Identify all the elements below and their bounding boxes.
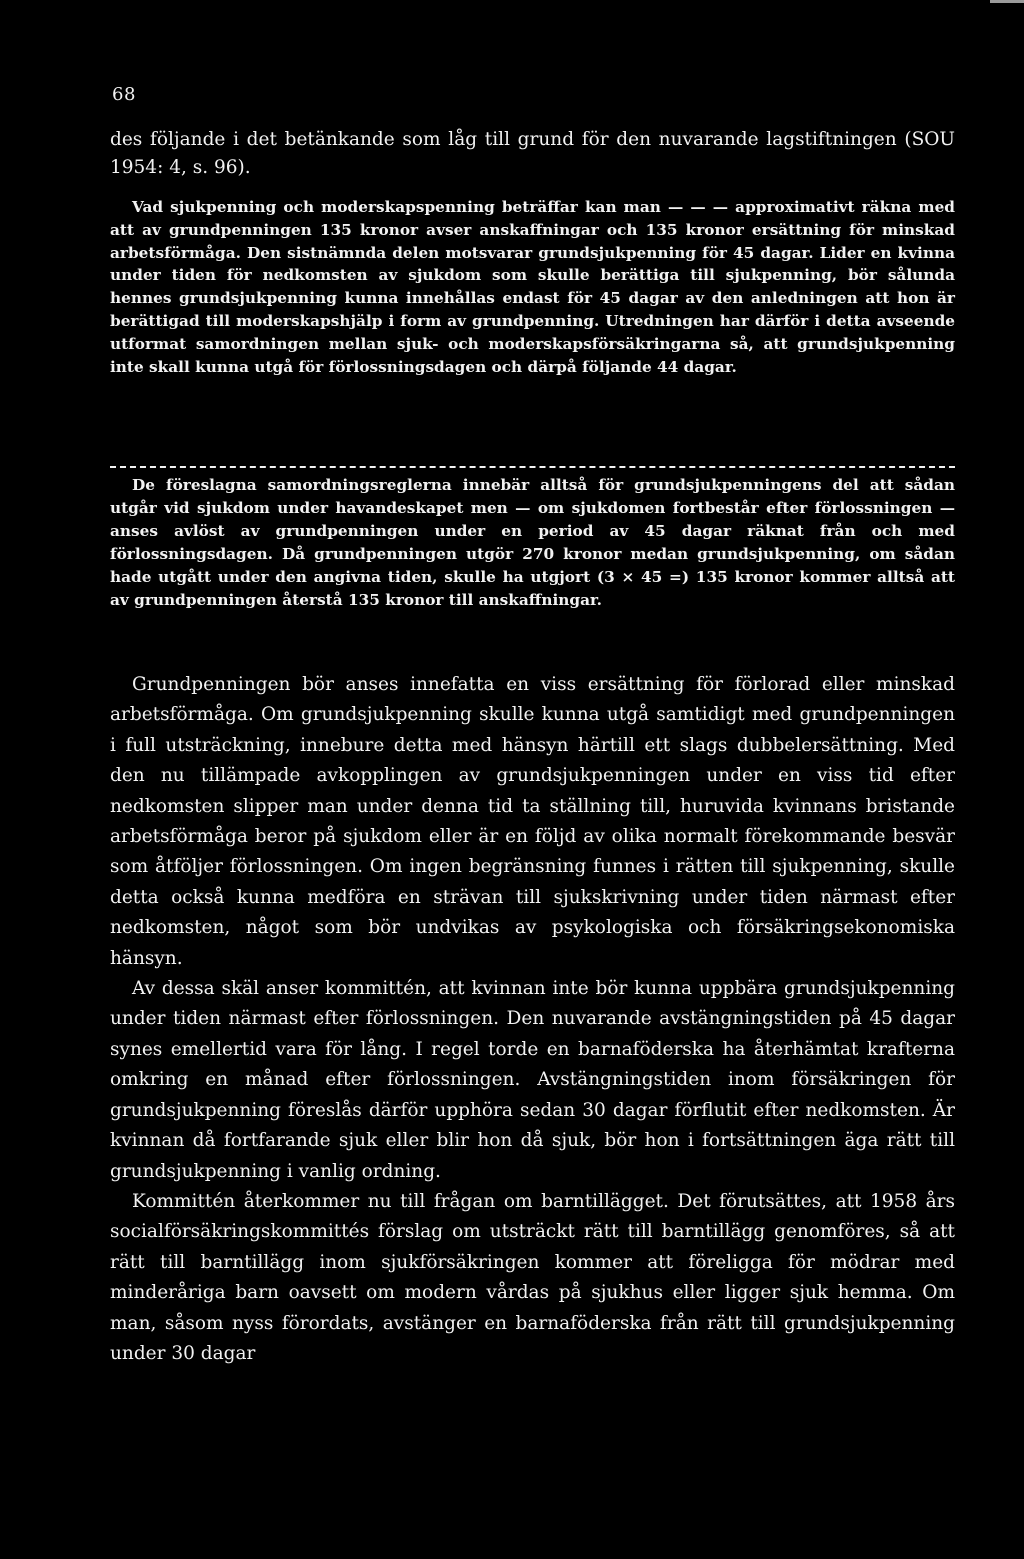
body-paragraph-2: Av dessa skäl anser kommittén, att kvinnan inte bör kunna uppbära grundsjukpenning under tiden närmast efter förlossningen. Den nuvarande avstängningstiden på 45 dagar synes emellertid vara för lång. I regel torde en barnaföderska ha återhämtat krafterna omkring en månad efter förlossningen. Avstängningstiden inom försäkringen för grundsjukpenning föreslås därför upphöra sedan 30 dagar förflutit efter nedkomsten. Är kvinnan då fortfarande sjuk eller blir hon då sjuk, bör hon i fortsättningen äga rätt till grundsjukpenning i vanlig ordning.	[110, 978, 955, 1182]
body-paragraph-3: Kommittén återkommer nu till frågan om barntillägget. Det förutsättes, att 1958 års socialförsäkringskommittés förslag om utsträckt rätt till barntillägg genomföres, så att rätt till barntillägg inom sjukförsäkringen kommer att föreligga för mödrar med minderåriga barn oavsett om modern vårdas på sjukhus eller ligger sjuk hemma. Om man, såsom nyss förordats, avstänger en barnaföderska från rätt till grundsjukpenning under 30 dagar	[110, 1190, 955, 1364]
quoted-excerpt-2	[110, 474, 955, 612]
scan-edge-mark	[990, 0, 1024, 3]
ellipsis-dash-rule	[110, 466, 955, 468]
quote-1-text: Vad sjukpenning och moderskapspenning beträffar kan man — — — approximativt räkna med att av grundpenningen 135 kronor avser anskaffningar och 135 kronor ersättning för minskad arbetsförmåga. Den sistnämnda delen motsvarar grundsjukpenning för 45 dagar. Lider en kvinna under tiden för nedkomsten av sjukdom som skulle berättiga till sjukpenning, bör sålunda hennes grundsjukpenning kunna innehållas endast för 45 dagar av den anledningen att hon är berättigad till moderskapshjälp i form av grundpenning. Utredningen har därför i detta avseende utformat samordningen mellan sjuk- och moderskapsförsäkringarna så, att grundsjukpenning inte skall kunna utgå för förlossningsdagen och därpå följande 44 dagar.	[110, 198, 955, 376]
intro-paragraph	[110, 126, 955, 182]
intro-text: des följande i det betänkande som låg till grund för den nuvarande lagstiftningen (SOU 1954: 4, s. 96).	[110, 129, 955, 178]
quote-2-text: De föreslagna samordningsreglerna innebär alltså för grundsjukpenningens del att sådan utgår vid sjukdom under havandeskapet men — om sjukdomen fortbestår efter förlossningen — anses avlöst av grundpenningen under en period av 45 dagar räknat från och med förlossningsdagen. Då grundpenningen utgör 270 kronor medan grundsjukpenning, om sådan hade utgått under den angivna tiden, skulle ha utgjort (3 × 45 =) 135 kronor kommer alltså att av grundpenningen återstå 135 kronor till anskaffningar.	[110, 476, 955, 609]
quoted-excerpt-1	[110, 196, 955, 378]
page-number: 68	[112, 84, 136, 105]
body-text	[110, 670, 955, 1369]
body-paragraph-1: Grundpenningen bör anses innefatta en viss ersättning för förlorad eller minskad arbetsförmåga. Om grundsjukpenning skulle kunna utgå samtidigt med grundpenningen i full utsträckning, innebure detta med hänsyn härtill ett slags dubbelersättning. Med den nu tillämpade avkopplingen av grundsjukpenningen under en viss tid efter nedkomsten slipper man under denna tid ta ställning till, huruvida kvinnans bristande arbetsförmåga beror på sjukdom eller är en följd av olika normalt förekommande besvär som åtföljer förlossningen. Om ingen begränsning funnes i rätten till sjukpenning, skulle detta också kunna medföra en strävan till sjukskrivning under tiden närmast efter nedkomsten, något som bör undvikas av psykologiska och försäkringsekonomiska hänsyn.	[110, 674, 955, 969]
